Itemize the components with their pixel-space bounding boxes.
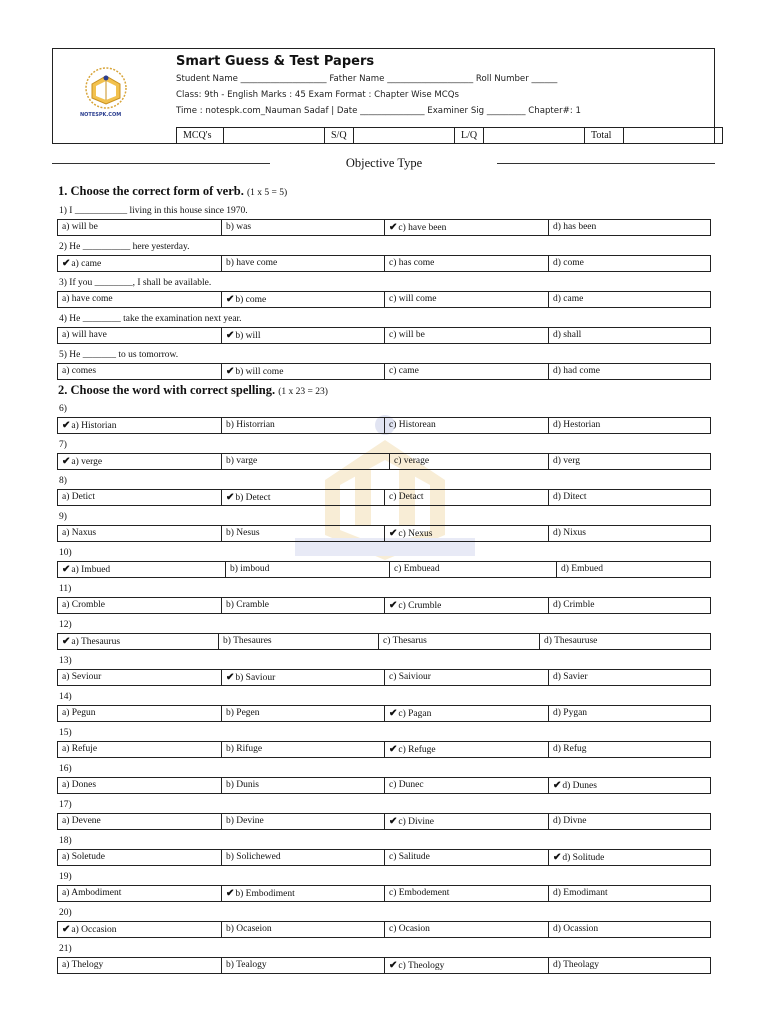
question-text: 12) [59, 620, 72, 630]
option-text: b) Tealogy [226, 960, 267, 970]
option-text: c) Pagan [398, 709, 432, 719]
option-text: b) come [235, 295, 267, 305]
option-cell[interactable] [548, 850, 710, 865]
student-info-line: Student Name ____________________ Father Name ____________________ Roll Number ______ [176, 74, 558, 84]
option-text: c) has come [389, 258, 435, 268]
question-text: 18) [59, 836, 72, 846]
option-cell[interactable] [221, 778, 384, 793]
question-text: 3) If you ________, I shall be available. [59, 278, 212, 288]
option-cell[interactable] [548, 742, 710, 757]
options-row [57, 741, 711, 758]
paper-title: Smart Guess & Test Papers [176, 54, 375, 69]
question-text: 8) [59, 476, 67, 486]
options-row [57, 417, 711, 434]
option-cell[interactable] [548, 418, 710, 433]
option-cell[interactable] [548, 256, 710, 271]
score-cell [624, 128, 723, 144]
check-mark-icon: ✔ [62, 924, 71, 935]
option-cell[interactable] [556, 562, 710, 577]
option-text: d) Thesauruse [544, 636, 598, 646]
option-text: d) Ditect [553, 492, 587, 502]
check-mark-icon: ✔ [389, 222, 398, 233]
option-cell[interactable] [58, 328, 221, 343]
option-text: c) Historean [389, 420, 436, 430]
option-cell[interactable] [221, 328, 384, 343]
check-mark-icon: ✔ [389, 744, 398, 755]
option-cell[interactable] [221, 706, 384, 721]
option-cell[interactable] [58, 850, 221, 865]
question-text: 1) I ___________ living in this house since 1970. [59, 206, 248, 216]
options-row [57, 633, 711, 650]
score-cell [484, 128, 585, 144]
option-cell[interactable] [384, 742, 548, 757]
question-text: 7) [59, 440, 67, 450]
check-mark-icon: ✔ [62, 636, 71, 647]
option-text: d) Refug [553, 744, 587, 754]
option-text: b) Nesus [226, 528, 260, 538]
options-row [57, 669, 711, 686]
option-cell[interactable] [548, 598, 710, 613]
option-cell[interactable] [548, 958, 710, 973]
check-mark-icon: ✔ [553, 780, 562, 791]
option-cell[interactable] [384, 328, 548, 343]
check-mark-icon: ✔ [553, 852, 562, 863]
option-cell[interactable] [58, 958, 221, 973]
option-cell[interactable] [389, 454, 548, 469]
option-text: a) Imbued [71, 565, 111, 575]
option-text: a) Seviour [62, 672, 102, 682]
option-text: b) Pegen [226, 708, 260, 718]
option-text: d) Nixus [553, 528, 586, 538]
question-text: 11) [59, 584, 72, 594]
option-text: b) Embodiment [235, 889, 295, 899]
question-text: 17) [59, 800, 72, 810]
score-cell: MCQ's [177, 128, 224, 144]
score-cell [224, 128, 325, 144]
option-cell[interactable] [221, 922, 384, 937]
option-cell[interactable] [378, 634, 539, 649]
option-cell[interactable] [548, 220, 710, 235]
option-text: c) Ocasion [389, 924, 430, 934]
option-text: a) Thesaurus [71, 637, 121, 647]
option-text: a) have come [62, 294, 113, 304]
question-text: 20) [59, 908, 72, 918]
option-text: b) Devine [226, 816, 264, 826]
option-cell[interactable] [221, 256, 384, 271]
option-cell[interactable] [221, 670, 384, 685]
option-cell[interactable] [221, 814, 384, 829]
option-text: b) imboud [230, 564, 270, 574]
option-text: d) had come [553, 366, 600, 376]
score-cell [354, 128, 455, 144]
options-row [57, 561, 711, 578]
option-text: d) Ocassion [553, 924, 599, 934]
options-row [57, 885, 711, 902]
option-cell[interactable] [384, 598, 548, 613]
option-text: c) Embodement [389, 888, 450, 898]
score-cell: S/Q [325, 128, 354, 144]
option-cell[interactable] [58, 256, 221, 271]
option-cell[interactable] [58, 634, 218, 649]
score-cell: Total [585, 128, 624, 144]
option-cell[interactable] [58, 742, 221, 757]
option-text: d) Hestorian [553, 420, 601, 430]
option-text: b) Ocaseion [226, 924, 272, 934]
check-mark-icon: ✔ [389, 600, 398, 611]
option-cell[interactable] [221, 850, 384, 865]
option-text: c) Nexus [398, 529, 433, 539]
option-text: c) Salitude [389, 852, 430, 862]
question-text: 16) [59, 764, 72, 774]
option-text: a) Detict [62, 492, 95, 502]
option-text: c) verage [394, 456, 430, 466]
option-text: d) Embued [561, 564, 603, 574]
option-text: c) Divine [398, 817, 435, 827]
option-text: b) Detect [235, 493, 271, 503]
option-text: a) comes [62, 366, 97, 376]
option-text: b) Cramble [226, 600, 270, 610]
option-cell[interactable] [539, 634, 710, 649]
option-text: a) Historian [71, 421, 117, 431]
option-text: b) Saviour [235, 673, 276, 683]
option-cell[interactable] [384, 958, 548, 973]
option-cell[interactable] [58, 562, 225, 577]
option-text: d) verg [553, 456, 580, 466]
option-cell[interactable] [221, 220, 384, 235]
option-text: d) Solitude [562, 853, 605, 863]
option-cell[interactable] [548, 328, 710, 343]
option-text: a) came [71, 259, 102, 269]
option-text: a) verge [71, 457, 103, 467]
option-text: d) come [553, 258, 584, 268]
option-cell[interactable] [548, 490, 710, 505]
option-cell[interactable] [384, 886, 548, 901]
option-cell[interactable] [384, 292, 548, 307]
option-text: b) have come [226, 258, 278, 268]
section-title-text: 1. Choose the correct form of verb. [58, 184, 244, 198]
section-marks: (1 x 23 = 23) [278, 387, 328, 397]
question-text: 10) [59, 548, 72, 558]
option-text: a) Ambodiment [62, 888, 122, 898]
option-cell[interactable] [384, 814, 548, 829]
option-cell[interactable] [384, 256, 548, 271]
option-cell[interactable] [384, 418, 548, 433]
option-cell[interactable] [384, 364, 548, 379]
option-text: c) Thesarus [383, 636, 427, 646]
option-cell[interactable] [384, 526, 548, 541]
option-cell[interactable] [221, 742, 384, 757]
options-row [57, 921, 711, 938]
score-table [176, 127, 723, 144]
option-text: a) Thelogy [62, 960, 104, 970]
option-cell[interactable] [58, 778, 221, 793]
options-row [57, 291, 711, 308]
option-cell[interactable] [218, 634, 378, 649]
check-mark-icon: ✔ [226, 672, 235, 683]
option-cell[interactable] [221, 490, 384, 505]
option-text: a) Devene [62, 816, 101, 826]
options-row [57, 957, 711, 974]
options-row [57, 597, 711, 614]
check-mark-icon: ✔ [62, 564, 71, 575]
option-cell[interactable] [548, 814, 710, 829]
option-cell[interactable] [58, 598, 221, 613]
section-1-title [58, 184, 287, 199]
check-mark-icon: ✔ [226, 294, 235, 305]
option-cell[interactable] [58, 706, 221, 721]
option-cell[interactable] [221, 364, 384, 379]
option-text: c) Crumble [398, 601, 442, 611]
option-text: d) Pygan [553, 708, 588, 718]
question-text: 15) [59, 728, 72, 738]
options-row [57, 849, 711, 866]
option-text: a) Soletude [62, 852, 106, 862]
option-cell[interactable] [58, 526, 221, 541]
option-cell[interactable] [548, 526, 710, 541]
option-cell[interactable] [221, 886, 384, 901]
option-cell[interactable] [221, 454, 389, 469]
check-mark-icon: ✔ [389, 528, 398, 539]
score-cell: L/Q [455, 128, 484, 144]
option-text: b) will [235, 331, 261, 341]
question-text: 9) [59, 512, 67, 522]
check-mark-icon: ✔ [389, 816, 398, 827]
section-marks: (1 x 5 = 5) [246, 188, 288, 198]
objective-type-title: Objective Type [345, 156, 423, 170]
question-text: 6) [59, 404, 67, 414]
option-text: b) Dunis [226, 780, 259, 790]
check-mark-icon: ✔ [62, 420, 71, 431]
check-mark-icon: ✔ [226, 330, 235, 341]
options-row [57, 255, 711, 272]
option-text: a) Dones [62, 780, 97, 790]
option-text: c) Saiviour [389, 672, 431, 682]
option-cell[interactable] [548, 778, 710, 793]
option-text: c) Theology [398, 961, 445, 971]
option-cell[interactable] [221, 292, 384, 307]
option-cell[interactable] [548, 292, 710, 307]
option-text: c) came [389, 366, 419, 376]
logo-text: NOTESPK.COM [80, 112, 122, 118]
option-cell[interactable] [548, 706, 710, 721]
check-mark-icon: ✔ [62, 258, 71, 269]
option-cell[interactable] [384, 778, 548, 793]
options-row [57, 813, 711, 830]
question-text: 14) [59, 692, 72, 702]
section-2-title [58, 383, 328, 398]
time-info-line: Time : notespk.com_Nauman Sadaf | Date _______________ Examiner Sig _________ Chapter#: 1 [176, 106, 581, 116]
check-mark-icon: ✔ [226, 492, 235, 503]
option-text: d) Theolagy [553, 960, 599, 970]
option-cell[interactable] [221, 958, 384, 973]
check-mark-icon: ✔ [389, 708, 398, 719]
option-cell[interactable] [58, 670, 221, 685]
options-row [57, 777, 711, 794]
option-cell[interactable] [384, 670, 548, 685]
option-cell[interactable] [548, 454, 710, 469]
options-row [57, 489, 711, 506]
option-text: a) Pegun [62, 708, 96, 718]
option-text: c) Dunec [389, 780, 424, 790]
option-cell[interactable] [548, 922, 710, 937]
option-cell[interactable] [221, 418, 384, 433]
options-row [57, 327, 711, 344]
option-cell[interactable] [58, 364, 221, 379]
option-text: a) Naxus [62, 528, 97, 538]
option-text: c) Detact [389, 492, 424, 502]
option-cell[interactable] [384, 922, 548, 937]
option-text: d) shall [553, 330, 582, 340]
option-cell[interactable] [221, 598, 384, 613]
option-cell[interactable] [384, 850, 548, 865]
option-cell[interactable] [221, 526, 384, 541]
option-cell[interactable] [58, 490, 221, 505]
option-text: d) Divne [553, 816, 587, 826]
option-cell[interactable] [548, 886, 710, 901]
option-text: a) will have [62, 330, 107, 340]
option-text: a) will be [62, 222, 98, 232]
option-text: b) Thesaures [223, 636, 272, 646]
option-text: c) Refuge [398, 745, 436, 755]
option-cell[interactable] [58, 886, 221, 901]
option-cell[interactable] [384, 490, 548, 505]
option-cell[interactable] [58, 922, 221, 937]
question-text: 21) [59, 944, 72, 954]
option-cell[interactable] [548, 670, 710, 685]
option-cell[interactable] [58, 814, 221, 829]
options-row [57, 453, 711, 470]
option-cell[interactable] [389, 562, 556, 577]
option-text: b) will come [235, 367, 284, 377]
option-text: a) Occasion [71, 925, 117, 935]
option-cell[interactable] [548, 364, 710, 379]
option-cell[interactable] [384, 220, 548, 235]
check-mark-icon: ✔ [226, 888, 235, 899]
question-text: 5) He _______ to us tomorrow. [59, 350, 179, 360]
check-mark-icon: ✔ [62, 456, 71, 467]
option-cell[interactable] [225, 562, 389, 577]
option-cell[interactable] [58, 292, 221, 307]
option-cell[interactable] [58, 454, 221, 469]
book-logo-icon [78, 66, 134, 110]
question-text: 19) [59, 872, 72, 882]
option-text: d) came [553, 294, 584, 304]
option-text: c) Embuead [394, 564, 440, 574]
option-text: b) was [226, 222, 252, 232]
options-row [57, 525, 711, 542]
class-info-line: Class: 9th - English Marks : 45 Exam Format : Chapter Wise MCQs [176, 90, 460, 100]
check-mark-icon: ✔ [389, 960, 398, 971]
option-text: b) Solichewed [226, 852, 281, 862]
question-text: 2) He __________ here yesterday. [59, 242, 190, 252]
option-cell[interactable] [58, 418, 221, 433]
option-text: b) Rifuge [226, 744, 263, 754]
option-cell[interactable] [384, 706, 548, 721]
options-row [57, 363, 711, 380]
question-text: 13) [59, 656, 72, 666]
option-text: a) Cromble [62, 600, 106, 610]
option-text: d) Emodimant [553, 888, 608, 898]
options-row [57, 705, 711, 722]
options-row [57, 219, 711, 236]
option-text: d) Savier [553, 672, 588, 682]
option-text: d) has been [553, 222, 597, 232]
section-title-text: 2. Choose the word with correct spelling. [58, 383, 276, 397]
option-text: c) have been [398, 223, 447, 233]
option-cell[interactable] [58, 220, 221, 235]
question-text: 4) He ________ take the examination next year. [59, 314, 242, 324]
option-text: d) Crimble [553, 600, 595, 610]
option-text: a) Refuje [62, 744, 98, 754]
option-text: b) varge [226, 456, 258, 466]
option-text: c) will be [389, 330, 425, 340]
check-mark-icon: ✔ [226, 366, 235, 377]
option-text: b) Historrian [226, 420, 275, 430]
option-text: d) Dunes [562, 781, 597, 791]
option-text: c) will come [389, 294, 437, 304]
